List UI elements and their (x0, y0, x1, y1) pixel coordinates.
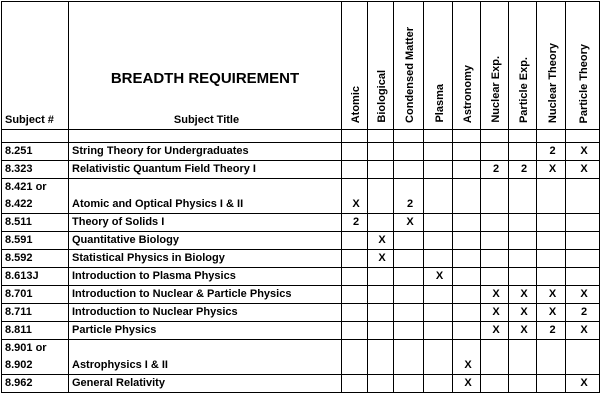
requirement-mark (342, 161, 368, 179)
requirement-mark (394, 143, 424, 161)
subject-number-line: 8.591 (5, 234, 33, 246)
requirement-mark: X (537, 286, 566, 304)
requirement-mark (394, 250, 424, 268)
requirement-mark (453, 232, 481, 250)
requirement-mark (424, 143, 453, 161)
requirement-mark: X (566, 161, 600, 179)
subject-number-line: 8.323 (5, 163, 33, 175)
requirement-mark: X (481, 322, 509, 340)
subject-title: General Relativity (69, 375, 342, 393)
subject-number (2, 161, 69, 179)
table-row (2, 340, 600, 375)
requirement-mark (566, 179, 600, 214)
requirement-mark: X (537, 161, 566, 179)
requirement-mark (509, 250, 537, 268)
subject-number (2, 179, 69, 214)
column-header-nuclear-theory: Nuclear Theory (537, 2, 566, 130)
requirement-mark (537, 375, 566, 393)
requirement-mark (394, 322, 424, 340)
requirement-mark (342, 268, 368, 286)
requirement-mark: X (424, 268, 453, 286)
requirement-mark (481, 179, 509, 214)
requirement-mark (537, 250, 566, 268)
requirement-mark (424, 161, 453, 179)
subject-title: Theory of Solids I (69, 214, 342, 232)
requirement-mark (509, 340, 537, 375)
table-row (2, 375, 600, 393)
table-row (2, 250, 600, 268)
subject-title: Introduction to Nuclear Physics (69, 304, 342, 322)
subject-number-line: 8.901 or (5, 342, 47, 354)
requirement-mark (453, 250, 481, 268)
requirement-mark (342, 322, 368, 340)
subject-number (2, 214, 69, 232)
requirement-mark (509, 268, 537, 286)
table-row (2, 286, 600, 304)
requirement-mark (424, 322, 453, 340)
requirement-mark (481, 214, 509, 232)
requirement-mark: 2 (509, 161, 537, 179)
requirement-mark (394, 286, 424, 304)
subject-number (2, 143, 69, 161)
requirement-mark (481, 340, 509, 375)
requirement-mark (424, 232, 453, 250)
requirement-mark: X (453, 340, 481, 375)
subject-number (2, 322, 69, 340)
requirement-mark (368, 179, 394, 214)
subject-title: Introduction to Plasma Physics (69, 268, 342, 286)
requirement-mark (394, 232, 424, 250)
column-header-astronomy: Astronomy (453, 2, 481, 130)
subject-number (2, 304, 69, 322)
requirement-mark (394, 161, 424, 179)
table-row (2, 322, 600, 340)
requirement-mark: 2 (394, 179, 424, 214)
subject-title: String Theory for Undergraduates (69, 143, 342, 161)
subject-number-line: 8.421 or (5, 181, 47, 193)
column-header-plasma: Plasma (424, 2, 453, 130)
requirement-mark (368, 161, 394, 179)
subject-number-line: 8.701 (5, 288, 33, 300)
requirement-mark: X (566, 143, 600, 161)
subject-title: Statistical Physics in Biology (69, 250, 342, 268)
requirement-mark (537, 340, 566, 375)
subject-title: Astrophysics I & II (69, 340, 342, 375)
requirement-mark (481, 232, 509, 250)
requirement-mark (394, 268, 424, 286)
breadth-requirement-title: BREADTH REQUIREMENT (110, 70, 300, 87)
table-row (2, 268, 600, 286)
table-body (2, 130, 600, 393)
requirement-mark: X (481, 304, 509, 322)
requirement-mark (394, 304, 424, 322)
requirement-mark: 2 (342, 214, 368, 232)
requirement-mark: X (368, 232, 394, 250)
requirement-mark: X (509, 286, 537, 304)
requirement-mark (453, 286, 481, 304)
requirement-mark (453, 143, 481, 161)
requirement-mark: X (566, 286, 600, 304)
requirement-mark: X (509, 322, 537, 340)
requirement-mark: X (537, 304, 566, 322)
requirement-mark (342, 340, 368, 375)
requirement-mark (537, 268, 566, 286)
requirement-mark (453, 322, 481, 340)
requirement-mark (342, 143, 368, 161)
requirement-mark (424, 250, 453, 268)
requirement-mark (453, 179, 481, 214)
requirement-mark: X (481, 286, 509, 304)
column-header-atomic: Atomic (342, 2, 368, 130)
requirement-mark: X (394, 214, 424, 232)
requirement-mark (424, 375, 453, 393)
column-header-condensed-matter: Condensed Matter (394, 2, 424, 130)
subject-number-line: 8.592 (5, 252, 33, 264)
requirement-mark (537, 232, 566, 250)
requirement-mark (453, 268, 481, 286)
subject-title: Introduction to Nuclear & Particle Physics (69, 286, 342, 304)
requirement-mark: 2 (481, 161, 509, 179)
table-row (2, 214, 600, 232)
subject-number-line: 8.902 (5, 359, 33, 371)
requirement-mark: X (368, 250, 394, 268)
requirement-mark: X (509, 304, 537, 322)
requirement-mark (342, 304, 368, 322)
requirement-mark (509, 232, 537, 250)
requirement-mark (566, 250, 600, 268)
requirement-mark (342, 250, 368, 268)
requirement-mark (342, 375, 368, 393)
requirement-mark (509, 214, 537, 232)
requirement-mark (424, 340, 453, 375)
subject-number-line: 8.711 (5, 306, 32, 318)
subject-number-line: 8.811 (5, 324, 32, 336)
subject-number-line: 8.251 (5, 145, 33, 157)
requirement-mark (368, 268, 394, 286)
subject-title: Quantitative Biology (69, 232, 342, 250)
subject-number (2, 232, 69, 250)
requirement-mark (368, 340, 394, 375)
subject-title: Atomic and Optical Physics I & II (69, 179, 342, 214)
subject-number (2, 340, 69, 375)
requirement-mark (368, 286, 394, 304)
requirement-mark (342, 232, 368, 250)
requirement-mark: X (566, 322, 600, 340)
requirement-mark (566, 268, 600, 286)
requirement-mark: 2 (537, 143, 566, 161)
requirement-mark (453, 161, 481, 179)
subject-number (2, 375, 69, 393)
requirement-mark: X (453, 375, 481, 393)
column-header-biological: Biological (368, 2, 394, 130)
subject-number (2, 250, 69, 268)
subject-title: Particle Physics (69, 322, 342, 340)
table-row (2, 232, 600, 250)
subject-number-line: 8.511 (5, 216, 32, 228)
requirement-mark (368, 214, 394, 232)
requirement-mark (481, 268, 509, 286)
subject-title-label: Subject Title (173, 114, 240, 126)
subject-number (2, 268, 69, 286)
requirement-mark: X (342, 179, 368, 214)
subject-number (2, 286, 69, 304)
requirement-mark (424, 214, 453, 232)
requirement-mark (424, 286, 453, 304)
requirement-mark (394, 340, 424, 375)
requirement-mark (537, 179, 566, 214)
requirement-mark (453, 214, 481, 232)
requirement-mark (509, 143, 537, 161)
requirement-mark (481, 143, 509, 161)
subject-title: Relativistic Quantum Field Theory I (69, 161, 342, 179)
requirement-mark (566, 340, 600, 375)
requirement-mark (368, 304, 394, 322)
requirement-mark (368, 322, 394, 340)
table-row (2, 143, 600, 161)
spacer-row (2, 130, 600, 143)
requirement-mark (566, 232, 600, 250)
requirement-mark (342, 286, 368, 304)
column-header-particle-theory: Particle Theory (566, 2, 600, 130)
column-header-particle-exp: Particle Exp. (509, 2, 537, 130)
breadth-requirement-table (1, 1, 600, 393)
requirement-mark (368, 143, 394, 161)
requirement-mark (566, 214, 600, 232)
subject-title-header (69, 2, 342, 130)
requirement-mark (368, 375, 394, 393)
requirement-mark (509, 375, 537, 393)
requirement-mark: 2 (537, 322, 566, 340)
subject-number-line: 8.962 (5, 377, 33, 389)
requirement-mark (481, 375, 509, 393)
table-row (2, 304, 600, 322)
subject-number-line: 8.422 (5, 198, 33, 210)
column-header-nuclear-exp: Nuclear Exp. (481, 2, 509, 130)
requirement-mark (453, 304, 481, 322)
requirement-mark (537, 214, 566, 232)
requirement-mark (394, 375, 424, 393)
header-row (2, 2, 600, 130)
requirement-mark: 2 (566, 304, 600, 322)
requirement-mark (424, 304, 453, 322)
subject-number-header: Subject # (2, 2, 69, 130)
requirement-mark (481, 250, 509, 268)
subject-number-line: 8.613J (5, 270, 39, 282)
table-row (2, 179, 600, 214)
requirement-mark: X (566, 375, 600, 393)
requirement-mark (424, 179, 453, 214)
requirement-mark (509, 179, 537, 214)
table-row (2, 161, 600, 179)
